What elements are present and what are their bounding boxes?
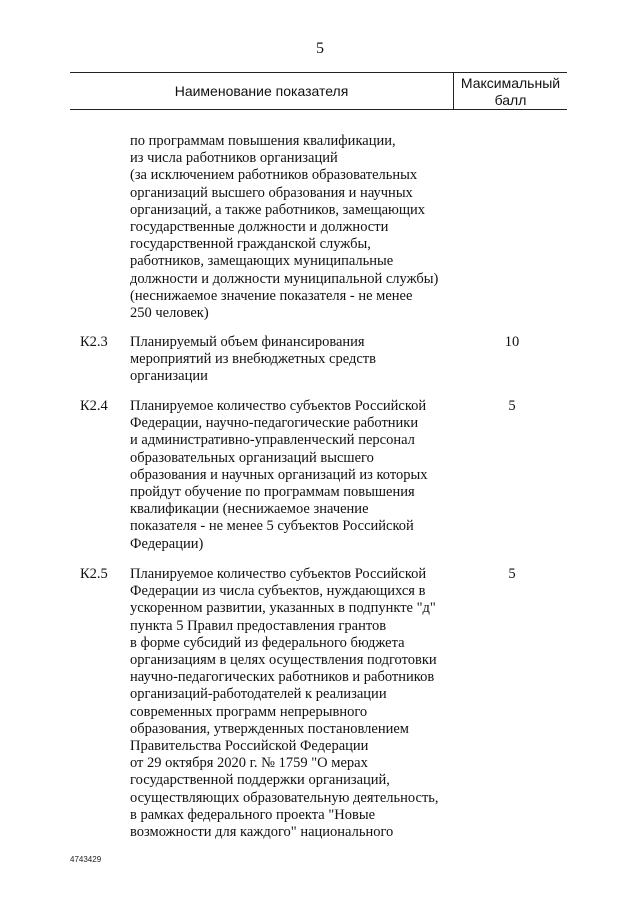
header-indicator-name: Наименование показателя [174, 83, 349, 99]
row-description: Планируемое количество субъектов Российской Федерации, научно-педагогические работники и административно-управленческий персонал образовательных организаций высшего образования и научных организаций из которых пройдут обучение по программам повышения квалификации (неснижаемое значение показателя - не менее 5 субъектов Российской Федерации) [130, 398, 428, 552]
continuation-text: по программам повышения квалификации, из числа работников организаций (за исключением работников образовательных организаций высшего образования и научных организаций, а также работников, замещающих государственные должности и должности государственной гражданской службы, работников, замещающих муниципальные должности и должности муниципальной службы) (неснижаемое значение показателя - не менее 250 человек) [130, 133, 439, 322]
row-score: 10 [504, 334, 520, 350]
header-max-score [454, 75, 567, 109]
row-code: К2.3 [80, 334, 108, 350]
table-header [70, 72, 567, 110]
document-id-code: 4743429 [70, 855, 102, 864]
row-code: К2.5 [80, 566, 108, 582]
header-max-score-line1: Максимальный [460, 75, 561, 91]
header-max-score-line2: балл [494, 92, 527, 108]
row-score: 5 [508, 566, 516, 582]
row-description: Планируемый объем финансирования мероприятий из внебюджетных средств организации [130, 334, 376, 385]
row-code: К2.4 [80, 398, 108, 414]
row-score: 5 [508, 398, 516, 414]
row-description: Планируемое количество субъектов Российской Федерации из числа субъектов, нуждающихся в ускоренном развитии, указанных в подпункте "д" пункта 5 Правил предоставления грантов в форме субсидий из федерального бюджета организациям в целях осуществления подготовки научно-педагогических работников и работников организаций-работодателей к реализации современных программ непрерывного образования, утвержденных постановлением Правительства Российской Федерации от 29 октября 2020 г. № 1759 "О мерах государственной поддержки организаций, осуществляющих образовательную деятельность, в рамках федерального проекта "Новые возможности для каждого" национального [130, 566, 439, 841]
page-number: 5 [316, 40, 324, 57]
